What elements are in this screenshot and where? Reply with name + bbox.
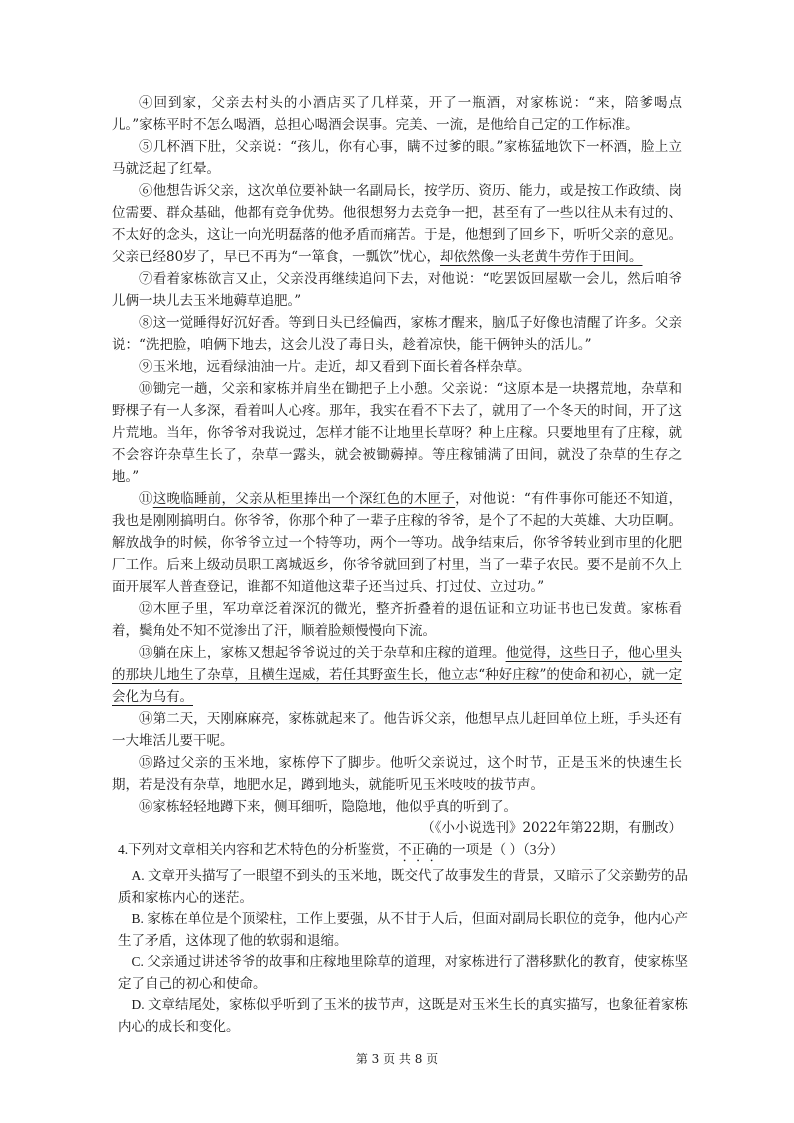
paragraph-5-text: ⑤几杯酒下肚，父亲说：“孩儿，你有心事，瞒不过爹的眼。”家栋猛地饮下一杯酒，脸上立马就泛起了红晕。 bbox=[112, 139, 682, 178]
paragraph-9-text: ⑨玉米地，远看绿油油一片。走近，却又看到下面长着各样杂草。 bbox=[139, 359, 531, 375]
page-footer bbox=[0, 1050, 794, 1068]
source-text: （《小小说选刊》2022年第22期，有删改） bbox=[421, 820, 682, 836]
question-stem-emphasis: 不正确 bbox=[398, 842, 439, 857]
paragraph-11-underlined: 这晚临睡前，父亲从柜里捧出一个深红色的木匣子 bbox=[152, 491, 456, 507]
paragraph-10 bbox=[112, 378, 682, 488]
paragraph-5 bbox=[112, 136, 682, 180]
paragraph-8-text: ⑧这一觉睡得好沉好香。等到日头已经偏西，家栋才醒来，脑瓜子好像也清醒了许多。父亲说：“洗把脸，咱俩下地去，这会儿没了毒日头，趁着凉快，能干俩钟头的活儿。” bbox=[112, 315, 682, 354]
question-stem-text: 4.下列对文章相关内容和艺术特色的分析鉴赏， bbox=[118, 842, 399, 857]
paragraph-7 bbox=[112, 268, 682, 312]
paragraph-16-text: ⑯家栋轻轻地蹲下来，侧耳细听，隐隐地，他似乎真的听到了。 bbox=[139, 799, 517, 815]
option-a bbox=[118, 865, 688, 908]
paragraph-6 bbox=[112, 180, 682, 268]
paragraph-14-text: ⑭第二天，天刚麻麻亮，家栋就起来了。他告诉父亲，他想早点儿赶回单位上班，手头还有一大堆活儿要干呢。 bbox=[112, 711, 682, 750]
paragraph-6-text: ⑥他想告诉父亲，这次单位要补缺一名副局长，按学历、资历、能力，或是按工作政绩、岗位需要、群众基础，他都有竞争优势。他很想努力去竞争一把，甚至有了一些以往从未有过的、不太好的念头，这让一向光明磊落的他矛盾而痛苦。于是，他想到了回乡下，听听父亲的意见。父亲已经80岁了，早已不再为“一箪食，一瓢饮”忧心， bbox=[112, 183, 682, 266]
paragraph-16 bbox=[112, 796, 682, 818]
paragraph-9 bbox=[112, 356, 682, 378]
paragraph-15-text: ⑮路过父亲的玉米地，家栋停下了脚步。他听父亲说过，这个时节，正是玉米的快速生长期，若是没有杂草，地肥水足，蹲到地头，就能听见玉米吱吱的拔节声。 bbox=[112, 755, 682, 794]
paragraph-12-text: ⑫木匣子里，军功章泛着深沉的微光，整齐折叠着的退伍证和立功证书也已发黄。家栋看着，鬓角处不知不觉渗出了汗，顺着脸颊慢慢向下流。 bbox=[112, 601, 682, 640]
paragraph-13-underlined: 他觉得，这些日子，他心里头的那块儿地生了杂草，且横生逞威，若任其野蛮生长，他立志“种好庄稼”的使命和初心，就一定会化为乌有。 bbox=[112, 645, 683, 706]
source-citation bbox=[421, 818, 682, 840]
option-b bbox=[118, 908, 688, 951]
paragraph-6-underlined: 却依然像一头老黄牛劳作于田间。 bbox=[439, 249, 643, 266]
option-b-text: B. 家栋在单位是个顶梁柱，工作上要强，从不甘于人后，但面对副局长职位的竞争，他内心产生了矛盾，这体现了他的软弱和退缩。 bbox=[118, 911, 688, 948]
paragraph-10-text: ⑩锄完一趟，父亲和家栋并肩坐在锄把子上小憩。父亲说：“这原本是一块撂荒地，杂草和野棵子有一人多深，看着叫人心疼。那年，我实在看不下去了，就用了一个冬天的时间，开了这片荒地。当年，你爷爷对我说过，怎样才能不让地里长草呀？种上庄稼。只要地里有了庄稼，就不会容许杂草生长了，杂草一露头，就会被锄薅掉。等庄稼铺满了田间，就没了杂草的生存之地。” bbox=[112, 381, 682, 486]
option-a-text: A. 文章开头描写了一眼望不到头的玉米地，既交代了故事发生的背景，又暗示了父亲勤劳的品质和家栋内心的迷茫。 bbox=[118, 868, 688, 905]
paragraph-4-text: ④回到家，父亲去村头的小酒店买了几样菜，开了一瓶酒，对家栋说：“来，陪爹喝点儿。”家栋平时不怎么喝酒，总担心喝酒会误事。完美、一流，是他给自己定的工作标准。 bbox=[112, 95, 682, 134]
paragraph-7-text: ⑦看着家栋欲言又止，父亲没再继续追问下去，对他说：“吃罢饭回屋歇一会儿，然后咱爷儿俩一块儿去玉米地薅草追肥。” bbox=[112, 271, 682, 310]
question-4-stem bbox=[118, 840, 688, 865]
paragraph-13 bbox=[112, 642, 682, 708]
paragraph-11 bbox=[112, 488, 682, 598]
option-d bbox=[118, 994, 688, 1037]
paragraph-8 bbox=[112, 312, 682, 356]
paragraph-11-text: ，对他说：“有件事你可能还不知道，我也是刚刚搞明白。你爷爷，你那个种了一辈子庄稼的爷爷，是个了不起的大英雄、大功臣啊。解放战争的时候，你爷爷立过一个特等功，两个一等功。战争结束后，你爷爷转业到市里的化肥厂工作。后来上级动员职工离城返乡，你爷爷就回到了村里，当了一辈子农民。要不是前不久上面开展军人普查登记，谁都不知道他这辈子还当过兵、打过仗、立过功。” bbox=[112, 491, 683, 596]
paragraph-11-number: ⑪ bbox=[139, 491, 153, 507]
paragraph-12 bbox=[112, 598, 682, 642]
page-number: 第 3 页 共 8 页 bbox=[355, 1052, 439, 1066]
option-d-text: D. 文章结尾处，家栋似乎听到了玉米的拔节声，这既是对玉米生长的真实描写，也象征着家栋内心的成长和变化。 bbox=[118, 997, 688, 1034]
paragraph-15 bbox=[112, 752, 682, 796]
paragraph-14 bbox=[112, 708, 682, 752]
paragraph-4 bbox=[112, 92, 682, 136]
paragraph-13-text: ⑬躺在床上，家栋又想起爷爷说过的关于杂草和庄稼的道理。 bbox=[139, 645, 506, 661]
option-c bbox=[118, 951, 688, 994]
question-stem-tail: 的一项是（ ）（3分） bbox=[438, 842, 564, 857]
option-c-text: C. 父亲通过讲述爷爷的故事和庄稼地里除草的道理，对家栋进行了潜移默化的教育，使家栋坚定了自己的初心和使命。 bbox=[118, 954, 688, 991]
